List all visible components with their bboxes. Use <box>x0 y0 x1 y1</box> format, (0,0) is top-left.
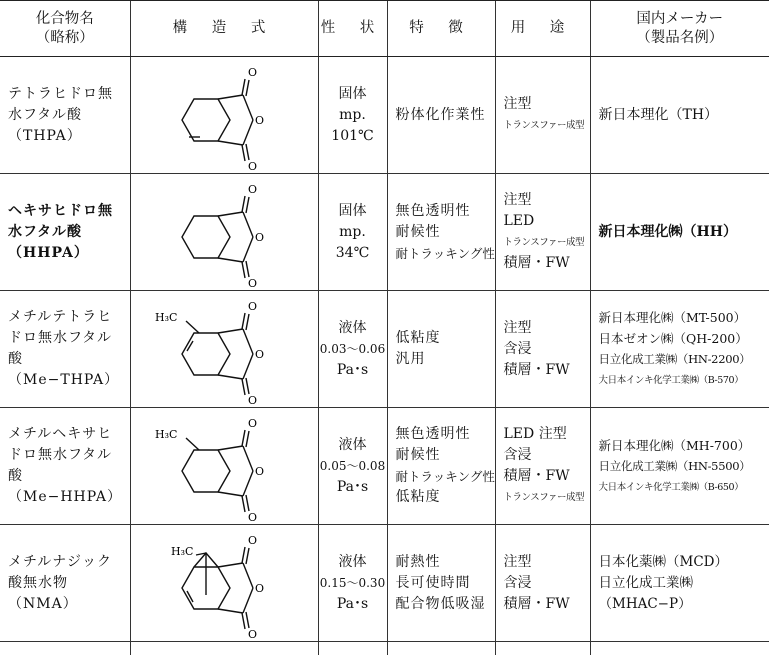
feature-line: 耐トラッキング性 <box>396 243 495 264</box>
use-line: 注型 <box>504 94 590 115</box>
header-uses-label: 用 途 <box>511 20 575 36</box>
compound-name-line: ドロ無水フタル <box>8 328 130 349</box>
header-features <box>387 1 495 57</box>
maker-line: 日立化成工業㈱（HN-5500） <box>599 456 769 477</box>
compound-name <box>0 291 130 408</box>
oxygen-label: O <box>248 277 257 290</box>
feature-line: 耐候性 <box>396 445 495 466</box>
compound-name-abbr: （Me−THPA） <box>8 370 130 391</box>
feature-line: 汎用 <box>396 349 495 370</box>
use-line: トランスファー成型 <box>504 115 590 136</box>
feature-line: 無色透明性 <box>396 201 495 222</box>
maker-line: 新日本理化㈱（MT-500） <box>599 307 769 328</box>
state-line: 液体 <box>319 435 387 456</box>
structure-cell <box>130 174 318 291</box>
header-name-line2: （略称） <box>0 29 130 48</box>
compound-name-line: 酸 <box>8 466 130 487</box>
maker-line: 日立化成工業㈱ <box>599 573 769 594</box>
feature-line: 低粘度 <box>396 487 495 508</box>
compound-name-line: テトラヒドロ無 <box>8 84 130 105</box>
state-cell <box>318 408 387 525</box>
uses-cell <box>495 525 590 642</box>
maker-line: 大日本インキ化学工業㈱（B-570） <box>599 370 769 391</box>
use-line: 注型 <box>504 552 590 573</box>
feature-line: 粉体化作業性 <box>396 105 495 126</box>
compound-name <box>0 408 130 525</box>
use-line: 積層・FW <box>504 253 590 274</box>
use-line: 含浸 <box>504 573 590 594</box>
empty-cell <box>0 642 130 655</box>
state-cell <box>318 174 387 291</box>
feature-line: 配合物低吸湿 <box>396 594 495 615</box>
maker-line: （MHAC−P） <box>599 594 769 615</box>
oxygen-label: O <box>248 394 257 407</box>
compound-name-line: 酸 <box>8 349 130 370</box>
compound-name-line: メチルヘキサヒ <box>8 424 130 445</box>
compound-name-abbr: （NMA） <box>8 594 130 615</box>
maker-line: 新日本理化（TH） <box>599 105 769 126</box>
table-row <box>0 408 769 525</box>
compound-name-line: 水フタル酸 <box>8 105 130 126</box>
structure-cell <box>130 525 318 642</box>
oxygen-label: O <box>255 348 264 361</box>
compound-name-line: ヘキサヒドロ無 <box>8 201 130 222</box>
use-line: LED <box>504 211 590 232</box>
uses-cell <box>495 291 590 408</box>
oxygen-label: O <box>248 66 257 79</box>
compound-name-line: 酸無水物 <box>8 573 130 594</box>
maker-line: 日本ゼオン㈱（QH-200） <box>599 328 769 349</box>
header-maker-line2: （製品名例） <box>591 29 769 48</box>
state-cell <box>318 291 387 408</box>
table-row <box>0 525 769 642</box>
feature-line: 長可使時間 <box>396 573 495 594</box>
table-row-continuation <box>0 642 769 655</box>
state-line: 0.15〜0.30 <box>319 573 387 594</box>
header-structure <box>130 1 318 57</box>
features-cell <box>387 408 495 525</box>
oxygen-label: O <box>248 417 257 430</box>
use-line: 注型 <box>504 318 590 339</box>
state-cell <box>318 525 387 642</box>
compound-name-abbr: （Me−HHPA） <box>8 487 130 508</box>
maker-cell <box>590 291 769 408</box>
maker-line: 新日本理化㈱（HH） <box>599 222 769 243</box>
feature-line: 低粘度 <box>396 328 495 349</box>
oxygen-label: O <box>255 114 264 127</box>
oxygen-label: O <box>248 511 257 524</box>
methyl-label: H₃C <box>155 311 177 324</box>
me-thpa-structure-icon <box>149 299 299 399</box>
compound-name <box>0 525 130 642</box>
use-line: LED 注型 <box>504 424 590 445</box>
header-uses <box>495 1 590 57</box>
header-name-line1: 化合物名 <box>0 10 130 29</box>
maker-cell <box>590 525 769 642</box>
oxygen-label: O <box>255 465 264 478</box>
maker-cell <box>590 174 769 291</box>
maker-line: 日立化成工業㈱（HN-2200） <box>599 349 769 370</box>
state-line: 固体 <box>319 84 387 105</box>
oxygen-label: O <box>248 160 257 173</box>
methyl-label: H₃C <box>155 428 177 441</box>
features-cell <box>387 291 495 408</box>
use-line: 積層・FW <box>504 360 590 381</box>
structure-cell <box>130 57 318 174</box>
state-line: Pa･s <box>319 360 387 381</box>
empty-cell <box>387 642 495 655</box>
compound-name-line: メチルテトラヒ <box>8 307 130 328</box>
state-line: Pa･s <box>319 594 387 615</box>
oxygen-label: O <box>248 534 257 547</box>
oxygen-label: O <box>248 628 257 641</box>
table-row <box>0 174 769 291</box>
features-cell <box>387 174 495 291</box>
thpa-structure-icon <box>149 65 299 165</box>
compound-name-line: 水フタル酸 <box>8 222 130 243</box>
maker-line: 日本化薬㈱（MCD） <box>599 552 769 573</box>
structure-cell <box>130 291 318 408</box>
uses-cell <box>495 408 590 525</box>
state-line: Pa･s <box>319 477 387 498</box>
use-line: 含浸 <box>504 445 590 466</box>
uses-cell <box>495 57 590 174</box>
me-hhpa-structure-icon <box>149 416 299 516</box>
state-line: 固体 <box>319 201 387 222</box>
structure-cell <box>130 408 318 525</box>
header-state <box>318 1 387 57</box>
oxygen-label: O <box>255 582 264 595</box>
use-line: 積層・FW <box>504 466 590 487</box>
empty-cell <box>318 642 387 655</box>
header-structure-label: 構 造 式 <box>173 20 276 36</box>
table-row <box>0 291 769 408</box>
compound-name-line: ドロ無水フタル <box>8 445 130 466</box>
empty-cell <box>495 642 590 655</box>
feature-line: 無色透明性 <box>396 424 495 445</box>
maker-line: 新日本理化㈱（MH-700） <box>599 435 769 456</box>
header-maker <box>590 1 769 57</box>
compound-name <box>0 174 130 291</box>
feature-line: 耐候性 <box>396 222 495 243</box>
use-line: 含浸 <box>504 339 590 360</box>
state-line: 液体 <box>319 318 387 339</box>
oxygen-label: O <box>255 231 264 244</box>
oxygen-label: O <box>248 300 257 313</box>
compound-name-abbr: （THPA） <box>8 126 130 147</box>
features-cell <box>387 57 495 174</box>
compound-name-abbr: （HHPA） <box>8 243 130 264</box>
feature-line: 耐熱性 <box>396 552 495 573</box>
empty-cell <box>130 642 318 655</box>
state-line: mp. <box>319 222 387 243</box>
maker-cell <box>590 408 769 525</box>
header-name <box>0 1 130 57</box>
state-line: 0.05〜0.08 <box>319 456 387 477</box>
methyl-label: H₃C <box>171 545 193 558</box>
header-row <box>0 1 769 57</box>
table-row <box>0 57 769 174</box>
compound-name <box>0 57 130 174</box>
state-line: 0.03〜0.06 <box>319 339 387 360</box>
use-line: トランスファー成型 <box>504 232 590 253</box>
state-cell <box>318 57 387 174</box>
header-maker-line1: 国内メーカー <box>591 10 769 29</box>
empty-cell <box>590 642 769 655</box>
uses-cell <box>495 174 590 291</box>
state-line: 34℃ <box>319 243 387 264</box>
feature-line: 耐トラッキング性 <box>396 466 495 487</box>
compound-name-line: メチルナジック <box>8 552 130 573</box>
state-line: 液体 <box>319 552 387 573</box>
maker-line: 大日本インキ化学工業㈱（B-650） <box>599 477 769 498</box>
state-line: 101℃ <box>319 126 387 147</box>
maker-cell <box>590 57 769 174</box>
use-line: トランスファー成型 <box>504 487 590 508</box>
header-features-label: 特 徴 <box>409 20 473 36</box>
oxygen-label: O <box>248 183 257 196</box>
hhpa-structure-icon <box>149 182 299 282</box>
nma-structure-icon <box>149 533 299 633</box>
header-state-label: 性 状 <box>321 20 385 36</box>
state-line: mp. <box>319 105 387 126</box>
use-line: 積層・FW <box>504 594 590 615</box>
features-cell <box>387 525 495 642</box>
use-line: 注型 <box>504 190 590 211</box>
